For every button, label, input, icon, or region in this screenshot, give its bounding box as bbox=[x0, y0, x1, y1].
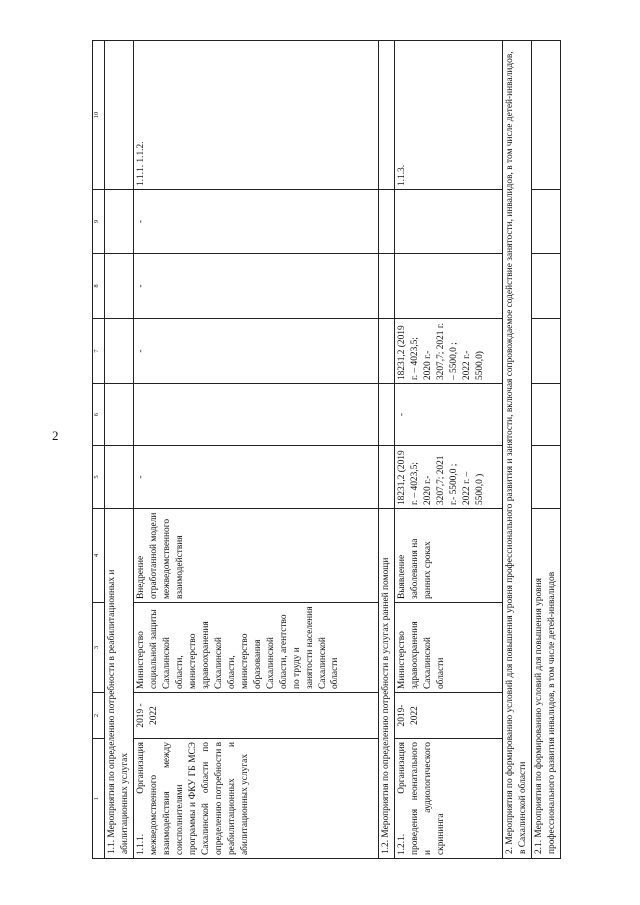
column-number: 1 bbox=[93, 739, 105, 859]
period: 2019 - 2022 bbox=[133, 693, 378, 739]
section-row bbox=[105, 41, 134, 859]
cell-col7: - bbox=[133, 319, 378, 384]
column-number: 5 bbox=[93, 446, 105, 509]
cell-col6: - bbox=[394, 384, 502, 446]
section-heading: 1.2. Мероприятия по определению потребности в услугах ранней помощи bbox=[378, 509, 394, 859]
column-number: 2 bbox=[93, 693, 105, 739]
expected-result: Внедрение отработанной модели межведомственного взаимодействия bbox=[133, 509, 378, 603]
cell-col5: - bbox=[133, 446, 378, 509]
measure-name: 1.1.1. Организация межведомственного взаимодействия между соисполнителями программы и ФКУ ГБ МСЭ Сахалинской области по определению потребности в реабилитационных и абилитационных услугах bbox=[133, 739, 378, 859]
cell-col5: 18231,2 (2019 г. – 4023,5; 2020 г.- 3207,7; 2021 г.- 5500,0 ; 2022 г. – 5500,0 ) bbox=[394, 446, 502, 509]
cell-col7: 18231,2 (2019 г. – 4023,5; 2020 г.- 3207,7; 2021 г. – 5500,0 ; 2022 г.- 5500,0) bbox=[394, 319, 502, 384]
column-number: 7 bbox=[93, 319, 105, 384]
expected-result: Выявление заболевания на ранних сроках bbox=[394, 509, 502, 603]
cell-col9 bbox=[394, 190, 502, 254]
cell-col6 bbox=[133, 384, 378, 446]
section-heading: 2. Мероприятия по формированию условий для повышения уровня профессионального развития и занятости, включая сопровождаемое содействие занятости, инвалидов, в том числе детей-инвалидов, в Сахалинской области bbox=[502, 41, 531, 859]
indicator-ref: 1.1.1. 1.1.2. bbox=[133, 41, 378, 190]
column-number: 3 bbox=[93, 603, 105, 693]
section-row bbox=[378, 41, 394, 859]
cell-col9: - bbox=[133, 190, 378, 254]
section-row bbox=[502, 41, 531, 859]
cell-col8: - bbox=[133, 254, 378, 319]
executor: Министерство социальной защиты Сахалинской области, министерство здравоохранения Сахалинской области, министерство образования Сахалинской области, агентство по труду и занятости населения Сахалинской области bbox=[133, 603, 378, 693]
executor: Министерство здравоохранения Сахалинской области bbox=[394, 603, 502, 693]
rotated-table-container bbox=[92, 41, 557, 859]
measures-table bbox=[92, 40, 561, 859]
section-heading: 2.1. Мероприятия по формированию условий для повышения уровня профессионального развития инвалидов, в том числе детей-инвалидов bbox=[531, 509, 560, 859]
column-number-row bbox=[93, 41, 105, 859]
column-number: 8 bbox=[93, 254, 105, 319]
column-number: 10 bbox=[93, 41, 105, 190]
column-number: 9 bbox=[93, 190, 105, 254]
indicator-ref: 1.1.3. bbox=[394, 41, 502, 190]
cell-col8 bbox=[394, 254, 502, 319]
column-number: 4 bbox=[93, 509, 105, 603]
table-row bbox=[394, 41, 502, 859]
section-row bbox=[531, 41, 560, 859]
table-row bbox=[133, 41, 378, 859]
column-number: 6 bbox=[93, 384, 105, 446]
period: 2019- 2022 bbox=[394, 693, 502, 739]
measure-name: 1.2.1. Организация проведения неонатального и аудиологического скрининга bbox=[394, 739, 502, 859]
page-number: 2 bbox=[52, 428, 59, 443]
section-heading: 1.1. Мероприятия по определению потребности в реабилитационных и абилитационных услугах bbox=[105, 509, 134, 859]
